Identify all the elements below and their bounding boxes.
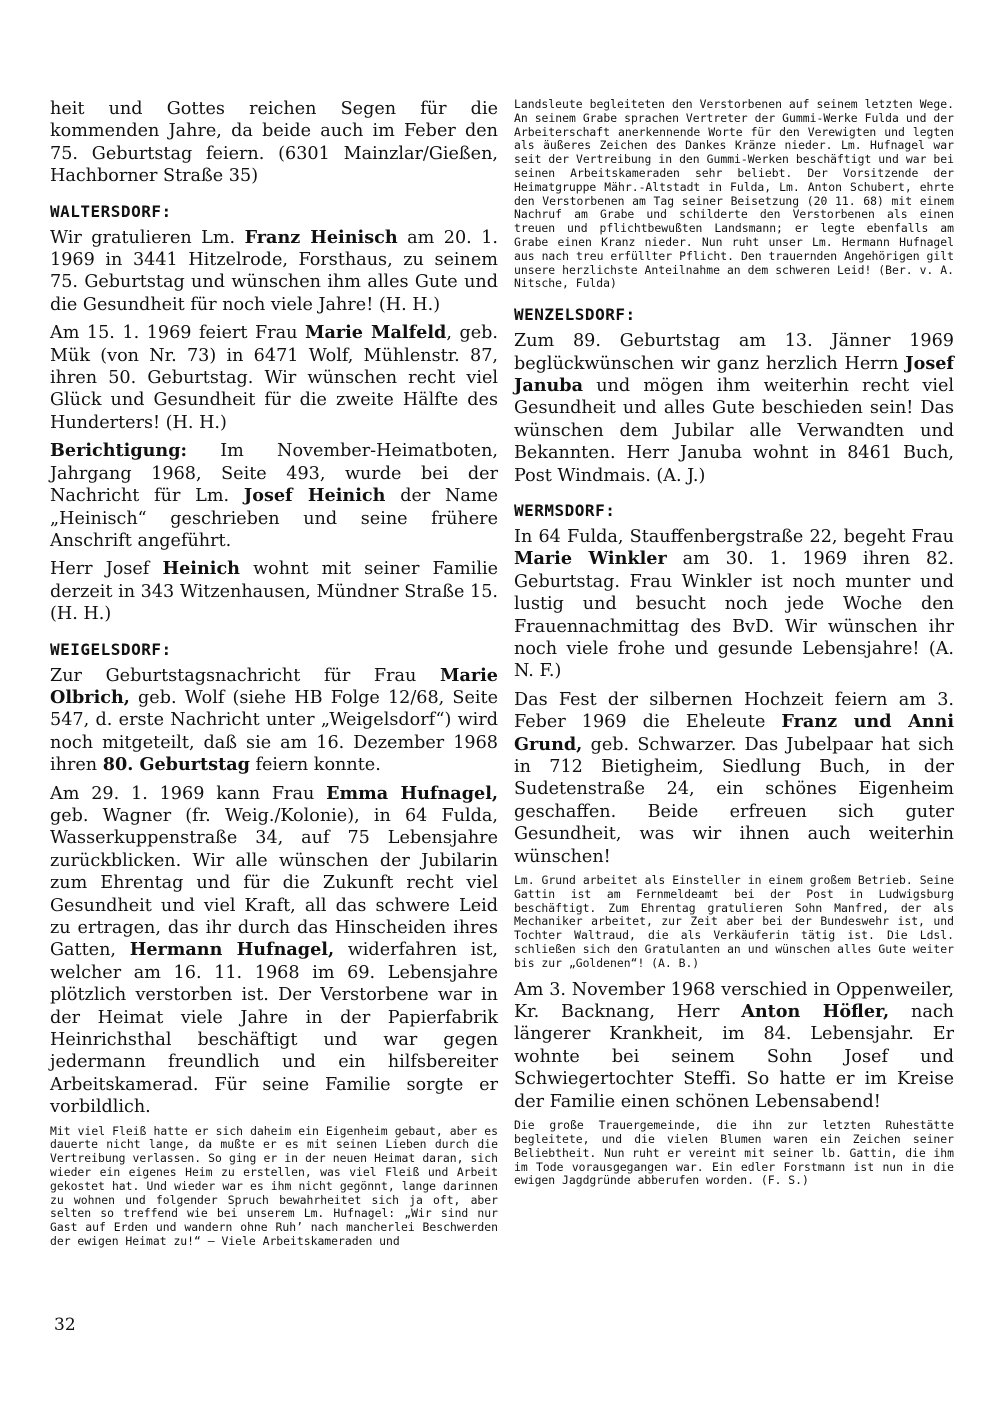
wermsdorf-entry-3-small: Die große Trauergemeinde, die ihn zur letzten Ruhestätte begleitete, und die vielen Blumen waren ein Zeichen seiner Beliebtheit. Nun ruht er vereint mit seiner lb. Gattin, die ihm im Tode vorausgegangen war. Ein edler Forstmann ist nun in die ewigen Jagdgründe abberufen worden. (F. S.) (514, 1118, 954, 1188)
waltersdorf-heading: WALTERSDORF: (50, 201, 172, 221)
wermsdorf-entry-2-small: Lm. Grund arbeitet als Einsteller in einem großem Betrieb. Seine Gattin ist am Fernmeldeamt bei der Post in Ludwigsburg beschäftigt. Zum Ehrentag gratulieren Sohn Manfred, der als Mechaniker arbeitet, zur Zeit aber bei der Bundeswehr ist, und Tochter Waltraud, die als Verkäuferin tätig ist. Die Ldsl. schließen sich den Gratulanten an und wünschen alles Gute weiter bis zur „Goldenen“! (A. B.) (514, 873, 954, 970)
waltersdorf-entry-1: Wir gratulieren Lm. Franz Heinisch am 20. 1. 1969 in 3441 Hitzelrode, Forsthaus, zu seinem 75. Geburtstag und wünschen ihm alles Gute und die Gesundheit für noch viele Jahre! (H. H.) (50, 226, 499, 315)
right-column (514, 98, 954, 1196)
wermsdorf-entry-2: Das Fest der silbernen Hochzeit feiern am 3. Feber 1969 die Eheleute Franz und Anni Grund, geb. Schwarzer. Das Jubelpaar hat sich in 712 Bietigheim, Siedlung Buch, in der Sudetenstraße 24, ein schönes Eigenheim geschaffen. Beide erfreuen sich guter Gesundheit, was wir ihnen auch weiterhin wünschen! (514, 689, 955, 867)
wermsdorf-heading: WERMSDORF: (514, 501, 616, 520)
waltersdorf-entry-2: Am 15. 1. 1969 feiert Frau Marie Malfeld, geb. Mük (von Nr. 73) in 6471 Wolf, Mühlenstr. 87, ihren 50. Geburtstag. Wir wünschen recht viel Glück und Gesundheit für die zweite Hälfte des Hunderters! (H. H.) (50, 322, 499, 433)
weigelsdorf-heading: WEIGELSDORF: (50, 639, 172, 659)
obituary-continuation: Landsleute begleiteten den Verstorbenen auf seinem letzten Wege. An seinem Grabe sprachen Vertreter der Gummi-Werke Fulda und der Arbeiterschaft anerkennende Worte für den Verewigten und legten als äußeres Zeichen des Dankes Kränze nieder. Lm. Hufnagel war seit der Vertreibung in den Gummi-Werken beschäftigt und war bei seinen Arbeitskameraden sehr beliebt. Der Vorsitzende der Heimatgruppe Mähr.-Altstadt in Fulda, Lm. Anton Schubert, ehrte den Verstorbenen am Tag seiner Beisetzung (20 11. 68) mit einem Nachruf am Grabe und schilderte den Verstorbenen als einen treuen und pflichtbewußten Landsmann; er legte ebenfalls am Grabe einen Kranz nieder. Nun ruht unser Lm. Hermann Hufnagel aus nach treu erfüllter Pflicht. Den trauernden Angehörigen gilt unsere herzlichste Anteilnahme an dem schweren Leid! (Ber. v. A. Nitsche, Fulda) (514, 97, 954, 291)
page-number: 32 (54, 1315, 76, 1335)
wenzelsdorf-heading: WENZELSDORF: (514, 305, 636, 325)
weigelsdorf-entry-1: Zur Geburtstagsnachricht für Frau Marie Olbrich, geb. Wolf (siehe HB Folge 12/68, Seite 547, d. erste Nachricht unter „Weigelsdorf“) wird noch mitgeteilt, daß sie am 16. Dezember 1968 ihren 80. Geburtstag feiern konnte. (50, 664, 499, 776)
waltersdorf-correction: Berichtigung: Im November-Heimatboten, Jahrgang 1968, Seite 493, wurde bei der Nachricht für Lm. Josef Heinich der Name „Heinisch“ geschrieben und seine frühere Anschrift angeführt. (50, 440, 499, 551)
wenzelsdorf-entry: Zum 89. Geburtstag am 13. Jänner 1969 beglückwünschen wir ganz herzlich Herrn Josef Januba und mögen ihm weiterhin recht viel Gesundheit und alles Gute beschieden sein! Das wünschen dem Jubilar alle Verwandten und Bekannten. Herr Januba wohnt in 8461 Buch, Post Windmais. (A. J.) (514, 331, 954, 486)
weigelsdorf-entry-2: Am 29. 1. 1969 kann Frau Emma Hufnagel, geb. Wagner (fr. Weig./Kolonie), in 64 Fulda, Wasserkuppenstraße 34, auf 75 Lebensjahre zurückblicken. Wir alle wünschen der Jubilarin zum Ehrentag und für die Zukunft recht viel Gesundheit und viel Kraft, all das schwere Leid zu ertragen, das ihr durch das Hinscheiden ihres Gatten, Hermann Hufnagel, widerfahren ist, welcher am 16. 11. 1968 im 69. Lebensjahre plötzlich verstorben ist. Der Verstorbene war in der Heimat viele Jahre in der Papierfabrik Heinrichsthal beschäftigt und war gegen jedermann freundlich und ein hilfsbereiter Arbeitskamerad. Für seine Familie sorgte er vorbildlich. (50, 782, 498, 1118)
intro-paragraph: heit und Gottes reichen Segen für die kommenden Jahre, da beide auch im Feber den 75. Geburtstag feiern. (6301 Mainzlar/Gießen, Hachborner Straße 35) (50, 99, 498, 187)
weigelsdorf-obituary-small: Mit viel Fleiß hatte er sich daheim ein Eigenheim gebaut, aber es dauerte nicht lange, da mußte er es mit seinen Lieben durch die Vertreibung verlassen. So ging er in der neuen Heimat daran, sich wieder ein eigenes Heim zu erstellen, was viel Fleiß und Arbeit gekostet hat. Und wieder war es ihm nicht gegönnt, lange darinnen zu wohnen und folgender Spruch bewahrheitet sich ja oft, aber selten so treffend wie bei unserem Lm. Hufnagel: „Wir sind nur Gast auf Erden und wandern ohne Ruh’ nach mancherlei Beschwerden der ewigen Heimat zu!“ — Viele Arbeitskameraden und (50, 1123, 498, 1249)
waltersdorf-entry-3: Herr Josef Heinich wohnt mit seiner Familie derzeit in 343 Witzenhausen, Mündner Straße 15. (H. H.) (50, 558, 499, 625)
wermsdorf-entry-1: In 64 Fulda, Stauffenbergstraße 22, begeht Frau Marie Winkler am 30. 1. 1969 ihren 82. Geburtstag. Frau Winkler ist noch munter und lustig und besucht noch jede Woche den Frauennachmittag des BvD. Wir wünschen ihr noch viele frohe und gesunde Lebensjahre! (A. N. F.) (514, 527, 954, 682)
left-column (50, 98, 498, 1257)
wermsdorf-entry-3: Am 3. November 1968 verschied in Oppenweiler, Kr. Backnang, Herr Anton Höfler, nach längerer Krankheit, im 84. Lebensjahr. Er wohnte bei seinem Sohn Josef und Schwiegertochter Steffi. So hatte er im Kreise der Familie einen schönen Lebensabend! (514, 979, 955, 1112)
